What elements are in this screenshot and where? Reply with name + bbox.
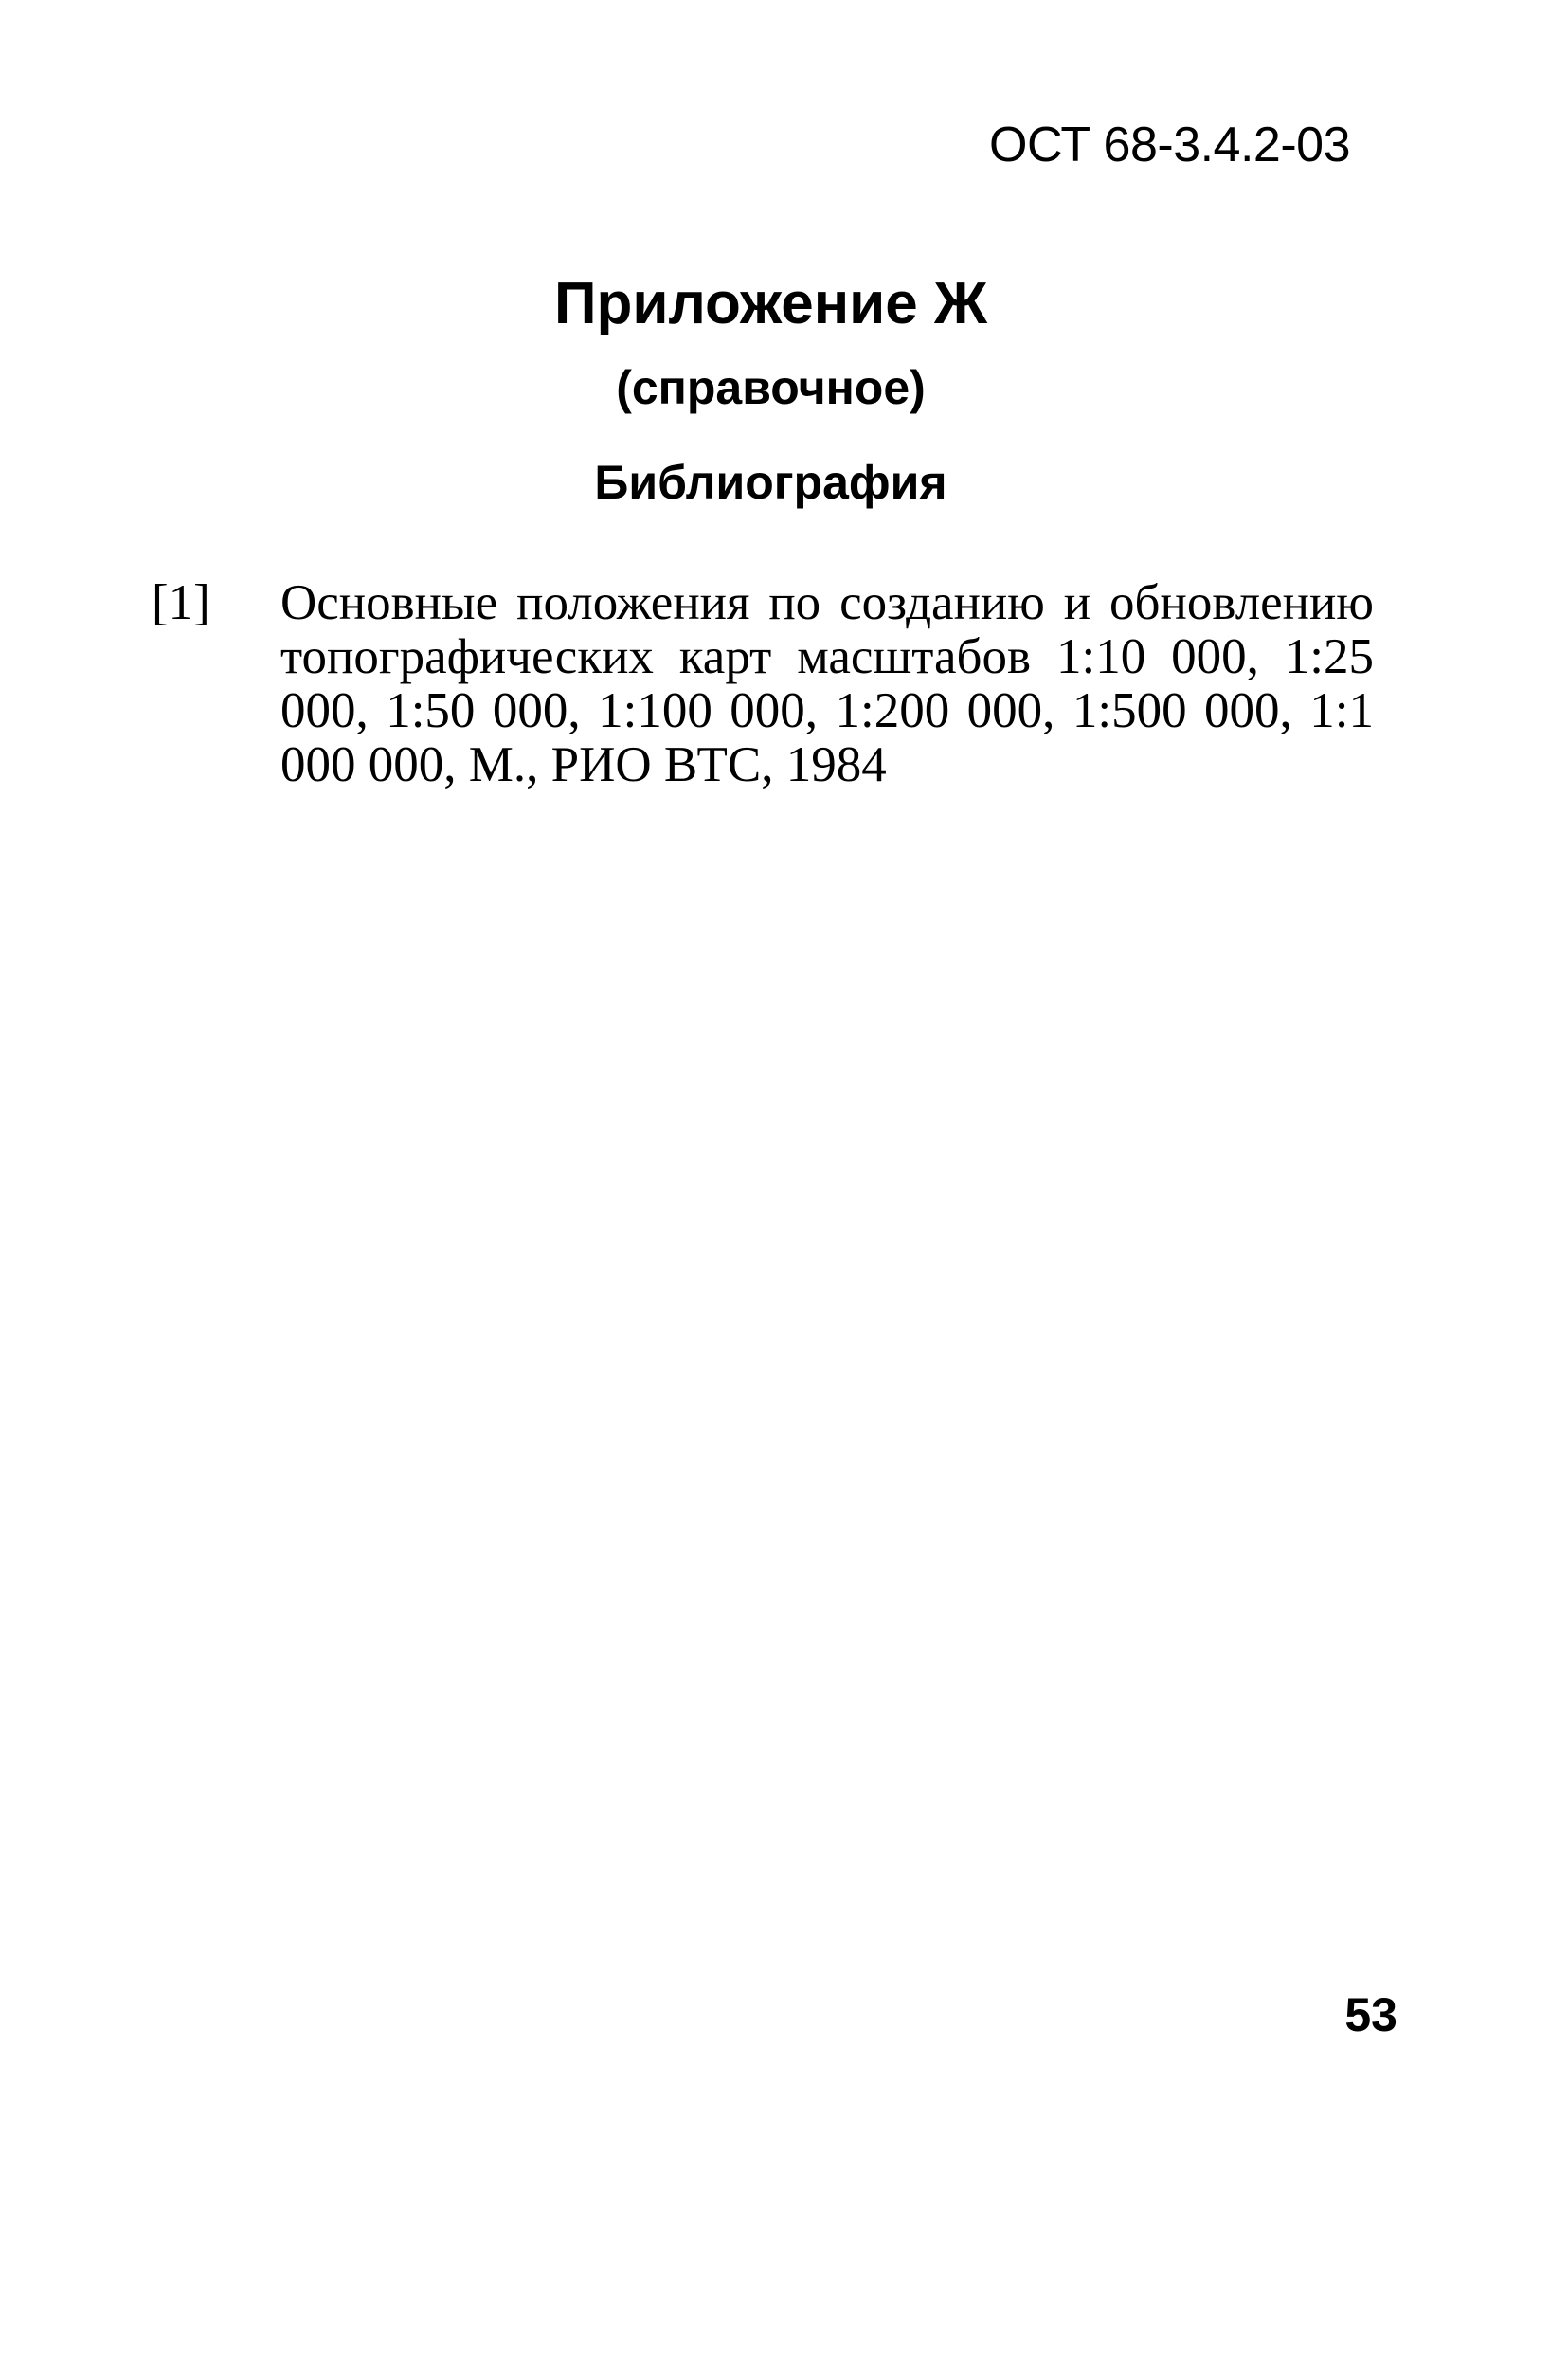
page-number: 53 <box>1344 1988 1397 2041</box>
appendix-title: Приложение Ж <box>553 271 988 336</box>
bibliography-entry-number: [1] <box>152 575 210 630</box>
bibliography-entry-text: Основные положения по созданию и обновлению топографических карт масштабов 1:10 000, 1:25 000, 1:50 000, 1:100 000, 1:200 000, 1:500 000, 1:1 000 000, М., РИО ВТС, 1984 <box>280 575 1374 792</box>
document-code: ОСТ 68-3.4.2-03 <box>989 118 1350 172</box>
bibliography-heading: Библиография <box>594 456 947 509</box>
appendix-subtitle: (справочное) <box>616 361 926 414</box>
